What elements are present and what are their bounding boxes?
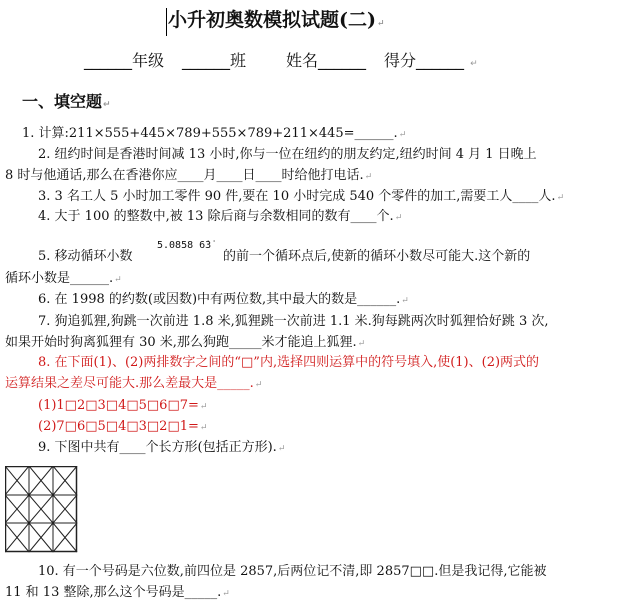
class-field[interactable]: ______班 xyxy=(182,51,247,70)
question-5-cont: 循环小数是______. ↵ xyxy=(5,271,122,288)
question-8-expr-1: (1)1□2□3□4□5□6□7= ↵ xyxy=(38,398,207,415)
question-3: 3. 3 名工人 5 小时加工零件 90 件,要在 10 小时完成 540 个零件的加工,需要工人____人. ↵ xyxy=(38,189,564,206)
question-8-cont: 运算结果之差尽可能大.那么差最大是_____. ↵ xyxy=(5,376,262,393)
question-8-expr-2: (2)7□6□5□4□3□2□1= ↵ xyxy=(38,419,207,436)
name-field[interactable]: 姓名______ xyxy=(286,51,367,70)
question-1: 1. 计算:211×555+445×789+555×789+211×445=______. ↵ xyxy=(22,126,406,143)
question-2-cont: 8 时与他通话,那么在香港你应____月____日____时给他打电话. ↵ xyxy=(5,168,372,185)
question-8: 8. 在下面(1)、(2)两排数字之间的“□”内,选择四则运算中的符号填入,使(1)、(2)两式的 xyxy=(38,355,540,370)
score-field[interactable]: 得分______ xyxy=(384,51,465,70)
question-2: 2. 纽约时间是香港时间减 13 小时,你与一位在纽约的朋友约定,纽约时间 4 月 1 日晚上 xyxy=(38,147,537,162)
rectangle-grid-figure xyxy=(5,466,85,556)
question-10: 10. 有一个号码是六位数,前四位是 2857,后两位记不清,即 2857□□.但是我记得,它能被 xyxy=(38,564,547,579)
grade-field[interactable]: ______年级 xyxy=(84,51,165,70)
question-5: 5. 移动循环小数 xyxy=(38,249,133,264)
question-6: 6. 在 1998 的约数(或因数)中有两位数,其中最大的数是______. ↵ xyxy=(38,292,409,309)
question-4: 4. 大于 100 的整数中,被 13 除后商与余数相同的数有____个. ↵ xyxy=(38,209,402,226)
question-7-cont: 如果开始时狗离狐狸有 30 米,那么狗跑_____米才能追上狐狸. ↵ xyxy=(5,335,365,352)
repeating-decimal: 5.0858 6̇3̇ xyxy=(157,240,212,251)
document-title: 小升初奥数模拟试题(二) ↵ xyxy=(166,8,385,36)
question-10-cont: 11 和 13 整除,那么这个号码是_____. ↵ xyxy=(5,585,230,602)
question-5-rest: 的前一个循环点后,使新的循环小数尽可能大.这个新的 xyxy=(223,249,531,264)
section-heading: 一、填空题 ↵ xyxy=(22,92,111,115)
student-info-line xyxy=(84,51,478,74)
question-7: 7. 狗追狐狸,狗跳一次前进 1.8 米,狐狸跳一次前进 1.1 米.狗每跳两次时狐狸恰好跳 3 次, xyxy=(38,314,549,329)
question-9: 9. 下图中共有____个长方形(包括正方形). ↵ xyxy=(38,440,285,457)
